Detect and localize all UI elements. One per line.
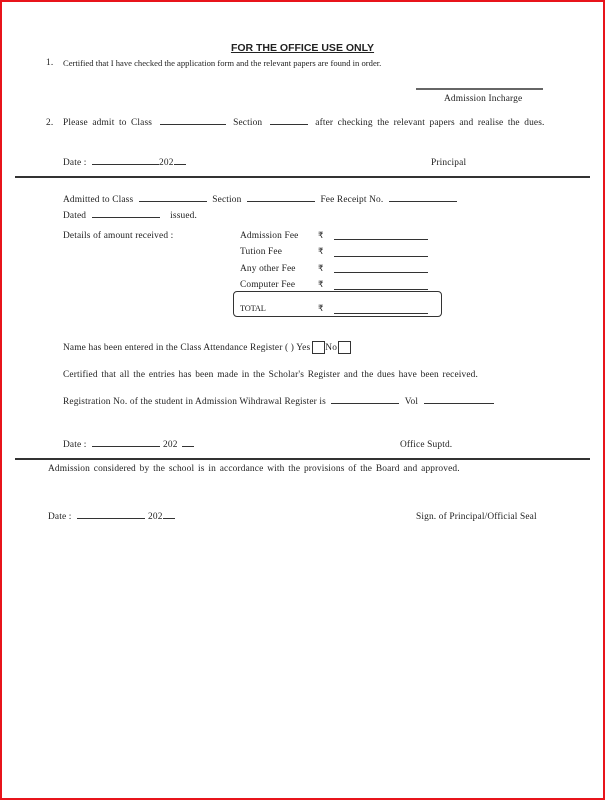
computer-fee-field[interactable] <box>334 289 428 290</box>
form-title: FOR THE OFFICE USE ONLY <box>230 42 375 54</box>
no-label: No <box>325 343 338 353</box>
date-field[interactable] <box>92 164 159 165</box>
year-field[interactable] <box>182 446 194 447</box>
admitted-line <box>63 195 460 205</box>
fee-label: Tution Fee <box>240 247 283 257</box>
date-line-1 <box>63 158 189 168</box>
class-field[interactable] <box>160 124 226 125</box>
date-label: Date : <box>63 158 87 168</box>
vol-label: Vol <box>404 397 419 407</box>
total-field[interactable] <box>334 313 428 314</box>
details-label: Details of amount received : <box>63 231 174 241</box>
vol-field[interactable] <box>424 403 494 404</box>
date-line-2 <box>63 440 197 450</box>
attendance-text: Name has been entered in the Class Attendance Register ( ) <box>63 343 295 353</box>
dated-label: Dated <box>63 211 87 221</box>
dated-line <box>63 211 197 221</box>
section-divider-1 <box>15 176 590 178</box>
admitted-section-field[interactable] <box>247 201 315 202</box>
issued-label: issued. <box>170 211 197 221</box>
total-label: TOTAL <box>240 304 266 313</box>
fee-label: Admission Fee <box>240 231 299 241</box>
attendance-line <box>63 341 351 354</box>
yes-checkbox[interactable] <box>312 341 325 354</box>
office-supdt-label: Office Suptd. <box>400 440 453 450</box>
item-2-number: 2. <box>46 118 54 128</box>
rupee-icon: ₹ <box>318 280 324 290</box>
registration-line <box>63 397 497 407</box>
signature-label: Sign. of Principal/Official Seal <box>416 512 537 522</box>
principal-label: Principal <box>431 158 467 168</box>
admitted-to-class-label: Admitted to Class <box>63 195 134 205</box>
admission-incharge-label: Admission Incharge <box>444 94 523 104</box>
dated-field[interactable] <box>92 217 160 218</box>
year-prefix: 202 <box>163 440 178 450</box>
tution-fee-field[interactable] <box>334 256 428 257</box>
rupee-icon: ₹ <box>318 231 324 241</box>
certified-text: Certified that all the entries has been made in the Scholar's Register and the dues have been received. <box>63 370 479 380</box>
admitted-class-field[interactable] <box>139 201 207 202</box>
date-label: Date : <box>63 440 87 450</box>
date-line-3 <box>48 512 178 522</box>
date-field[interactable] <box>77 518 145 519</box>
fee-label: Any other Fee <box>240 264 296 274</box>
yes-label: Yes <box>296 343 311 353</box>
registration-number-field[interactable] <box>331 403 399 404</box>
item-2-section-label: Section <box>233 118 263 128</box>
registration-text: Registration No. of the student in Admission Wihdrawal Register is <box>63 397 326 407</box>
other-fee-field[interactable] <box>334 272 428 273</box>
admission-fee-field[interactable] <box>334 239 428 240</box>
item-2-suffix: after checking the relevant papers and realise the dues. <box>315 118 545 128</box>
year-prefix: 202 <box>159 158 174 168</box>
year-field[interactable] <box>163 518 175 519</box>
fee-receipt-field[interactable] <box>389 201 457 202</box>
admission-incharge-signature-line[interactable] <box>416 88 543 90</box>
item-2-prefix: Please admit to Class <box>63 118 153 128</box>
year-prefix: 202 <box>148 512 163 522</box>
section-field[interactable] <box>270 124 308 125</box>
no-checkbox[interactable] <box>338 341 351 354</box>
rupee-icon: ₹ <box>318 304 324 314</box>
item-1-text: Certified that I have checked the application form and the relevant papers are found in order. <box>63 58 382 68</box>
date-field[interactable] <box>92 446 160 447</box>
section-divider-2 <box>15 458 590 460</box>
item-1-number: 1. <box>46 58 54 68</box>
year-field[interactable] <box>174 164 186 165</box>
rupee-icon: ₹ <box>318 247 324 257</box>
date-label: Date : <box>48 512 72 522</box>
admission-considered-text: Admission considered by the school is in accordance with the provisions of the Board and approved. <box>48 464 460 474</box>
fee-receipt-label: Fee Receipt No. <box>320 195 384 205</box>
fee-label: Computer Fee <box>240 280 296 290</box>
item-2-line <box>63 118 545 128</box>
section-label: Section <box>212 195 242 205</box>
rupee-icon: ₹ <box>318 264 324 274</box>
